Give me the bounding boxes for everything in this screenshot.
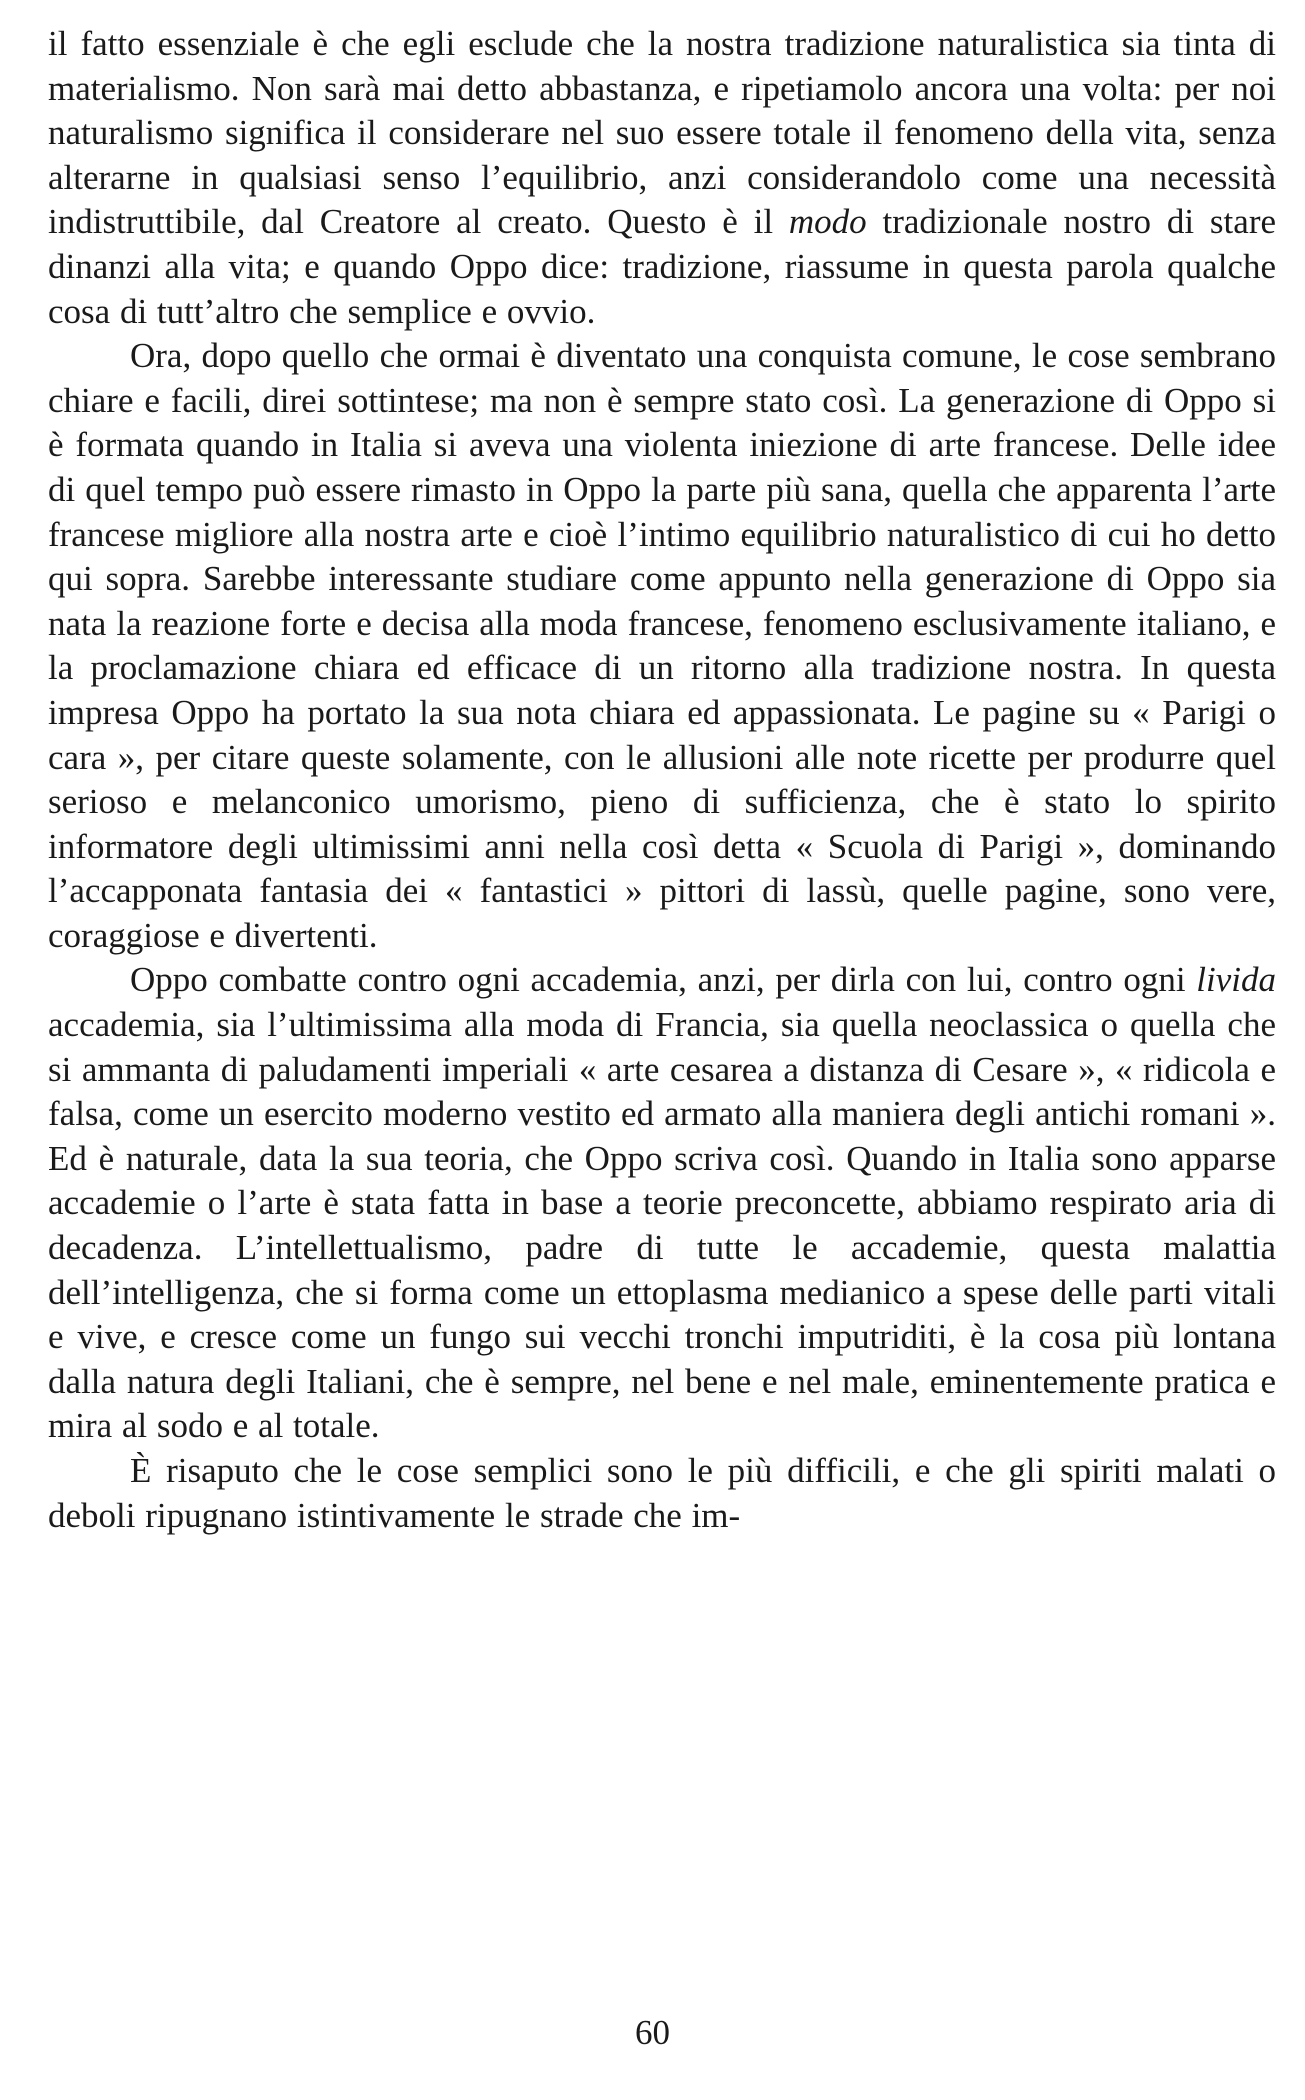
paragraph-1 — [48, 22, 1276, 334]
paragraph-3-text-a: Oppo combatte contro ogni accademia, anzi, per dirla con lui, contro ogni — [130, 960, 1197, 1000]
emphasis-modo: modo — [788, 202, 867, 242]
page-body — [48, 22, 1276, 1538]
emphasis-livida: livida — [1196, 960, 1276, 1000]
paragraph-1-text-b: tradizionale nostro di stare dinanzi alla vita; e quando Oppo dice: tradizione, riassume in questa parola qualche cosa di tutt’altro che semplice e ovvio. — [48, 202, 1277, 331]
paragraph-3-text-b: accademia, sia l’ultimissima alla moda di Francia, sia quella neoclassica o quella che si ammanta di paludamenti imperiali « arte cesarea a distanza di Cesare », « ridicola e falsa, come un esercito moderno vestito ed armato alla maniera degli antichi romani ». Ed è naturale, data la sua teoria, che Oppo scriva così. Quando in Italia sono apparse accademie o l’arte è stata fatta in base a teorie preconcette, abbiamo respirato aria di decadenza. L’intellettualismo, padre di tutte le accademie, questa malattia dell’intelligenza, che si forma come un ettoplasma medianico a spese delle parti vitali e vive, e cresce come un fungo sui vecchi tronchi imputriditi, è la cosa più lontana dalla natura degli Italiani, che è sempre, nel bene e nel male, eminentemente pratica e mira al sodo e al totale. — [48, 1005, 1276, 1446]
paragraph-4 — [48, 1449, 1276, 1538]
page-number: 60 — [635, 2013, 670, 2052]
paragraph-2 — [48, 334, 1276, 958]
paragraph-2-text: Ora, dopo quello che ormai è diventato una conquista comune, le cose sembrano chiare e facili, direi sottintese; ma non è sempre stato così. La generazione di Oppo si è formata quando in Italia si aveva una violenta iniezione di arte francese. Delle idee di quel tempo può essere rimasto in Oppo la parte più sana, quella che apparenta l’arte francese migliore alla nostra arte e cioè l’intimo equilibrio naturalistico di cui ho detto qui sopra. Sarebbe interessante studiare come appunto nella generazione di Oppo sia nata la reazione forte e decisa alla moda francese, fenomeno esclusivamente italiano, e la proclamazione chiara ed efficace di un ritorno alla tradizione nostra. In questa impresa Oppo ha portato la sua nota chiara ed appassionata. Le pagine su « Parigi o cara », per citare queste solamente, con le allusioni alle note ricette per produrre quel serioso e melanconico umorismo, pieno di sufficienza, che è stato lo spirito informatore degli ultimissimi anni nella così detta « Scuola di Parigi », dominando l’accapponata fantasia dei « fantastici » pittori di lassù, quelle pagine, sono vere, coraggiose e divertenti. — [48, 336, 1276, 955]
paragraph-3 — [48, 958, 1276, 1449]
paragraph-1-text-a: il fatto essenziale è che egli esclude che la nostra tradizione naturalistica sia tinta di materialismo. Non sarà mai detto abbastanza, e ripetiamolo ancora una volta: per noi naturalismo significa il considerare nel suo essere totale il fenomeno della vita, senza alterarne in qualsiasi senso l’equilibrio, anzi considerandolo come una necessità indistruttibile, dal Creatore al creato. Questo è il — [48, 24, 1276, 242]
paragraph-4-text: È risaputo che le cose semplici sono le più difficili, e che gli spiriti malati o deboli ripugnano istintivamente le strade che im- — [48, 1451, 1276, 1535]
